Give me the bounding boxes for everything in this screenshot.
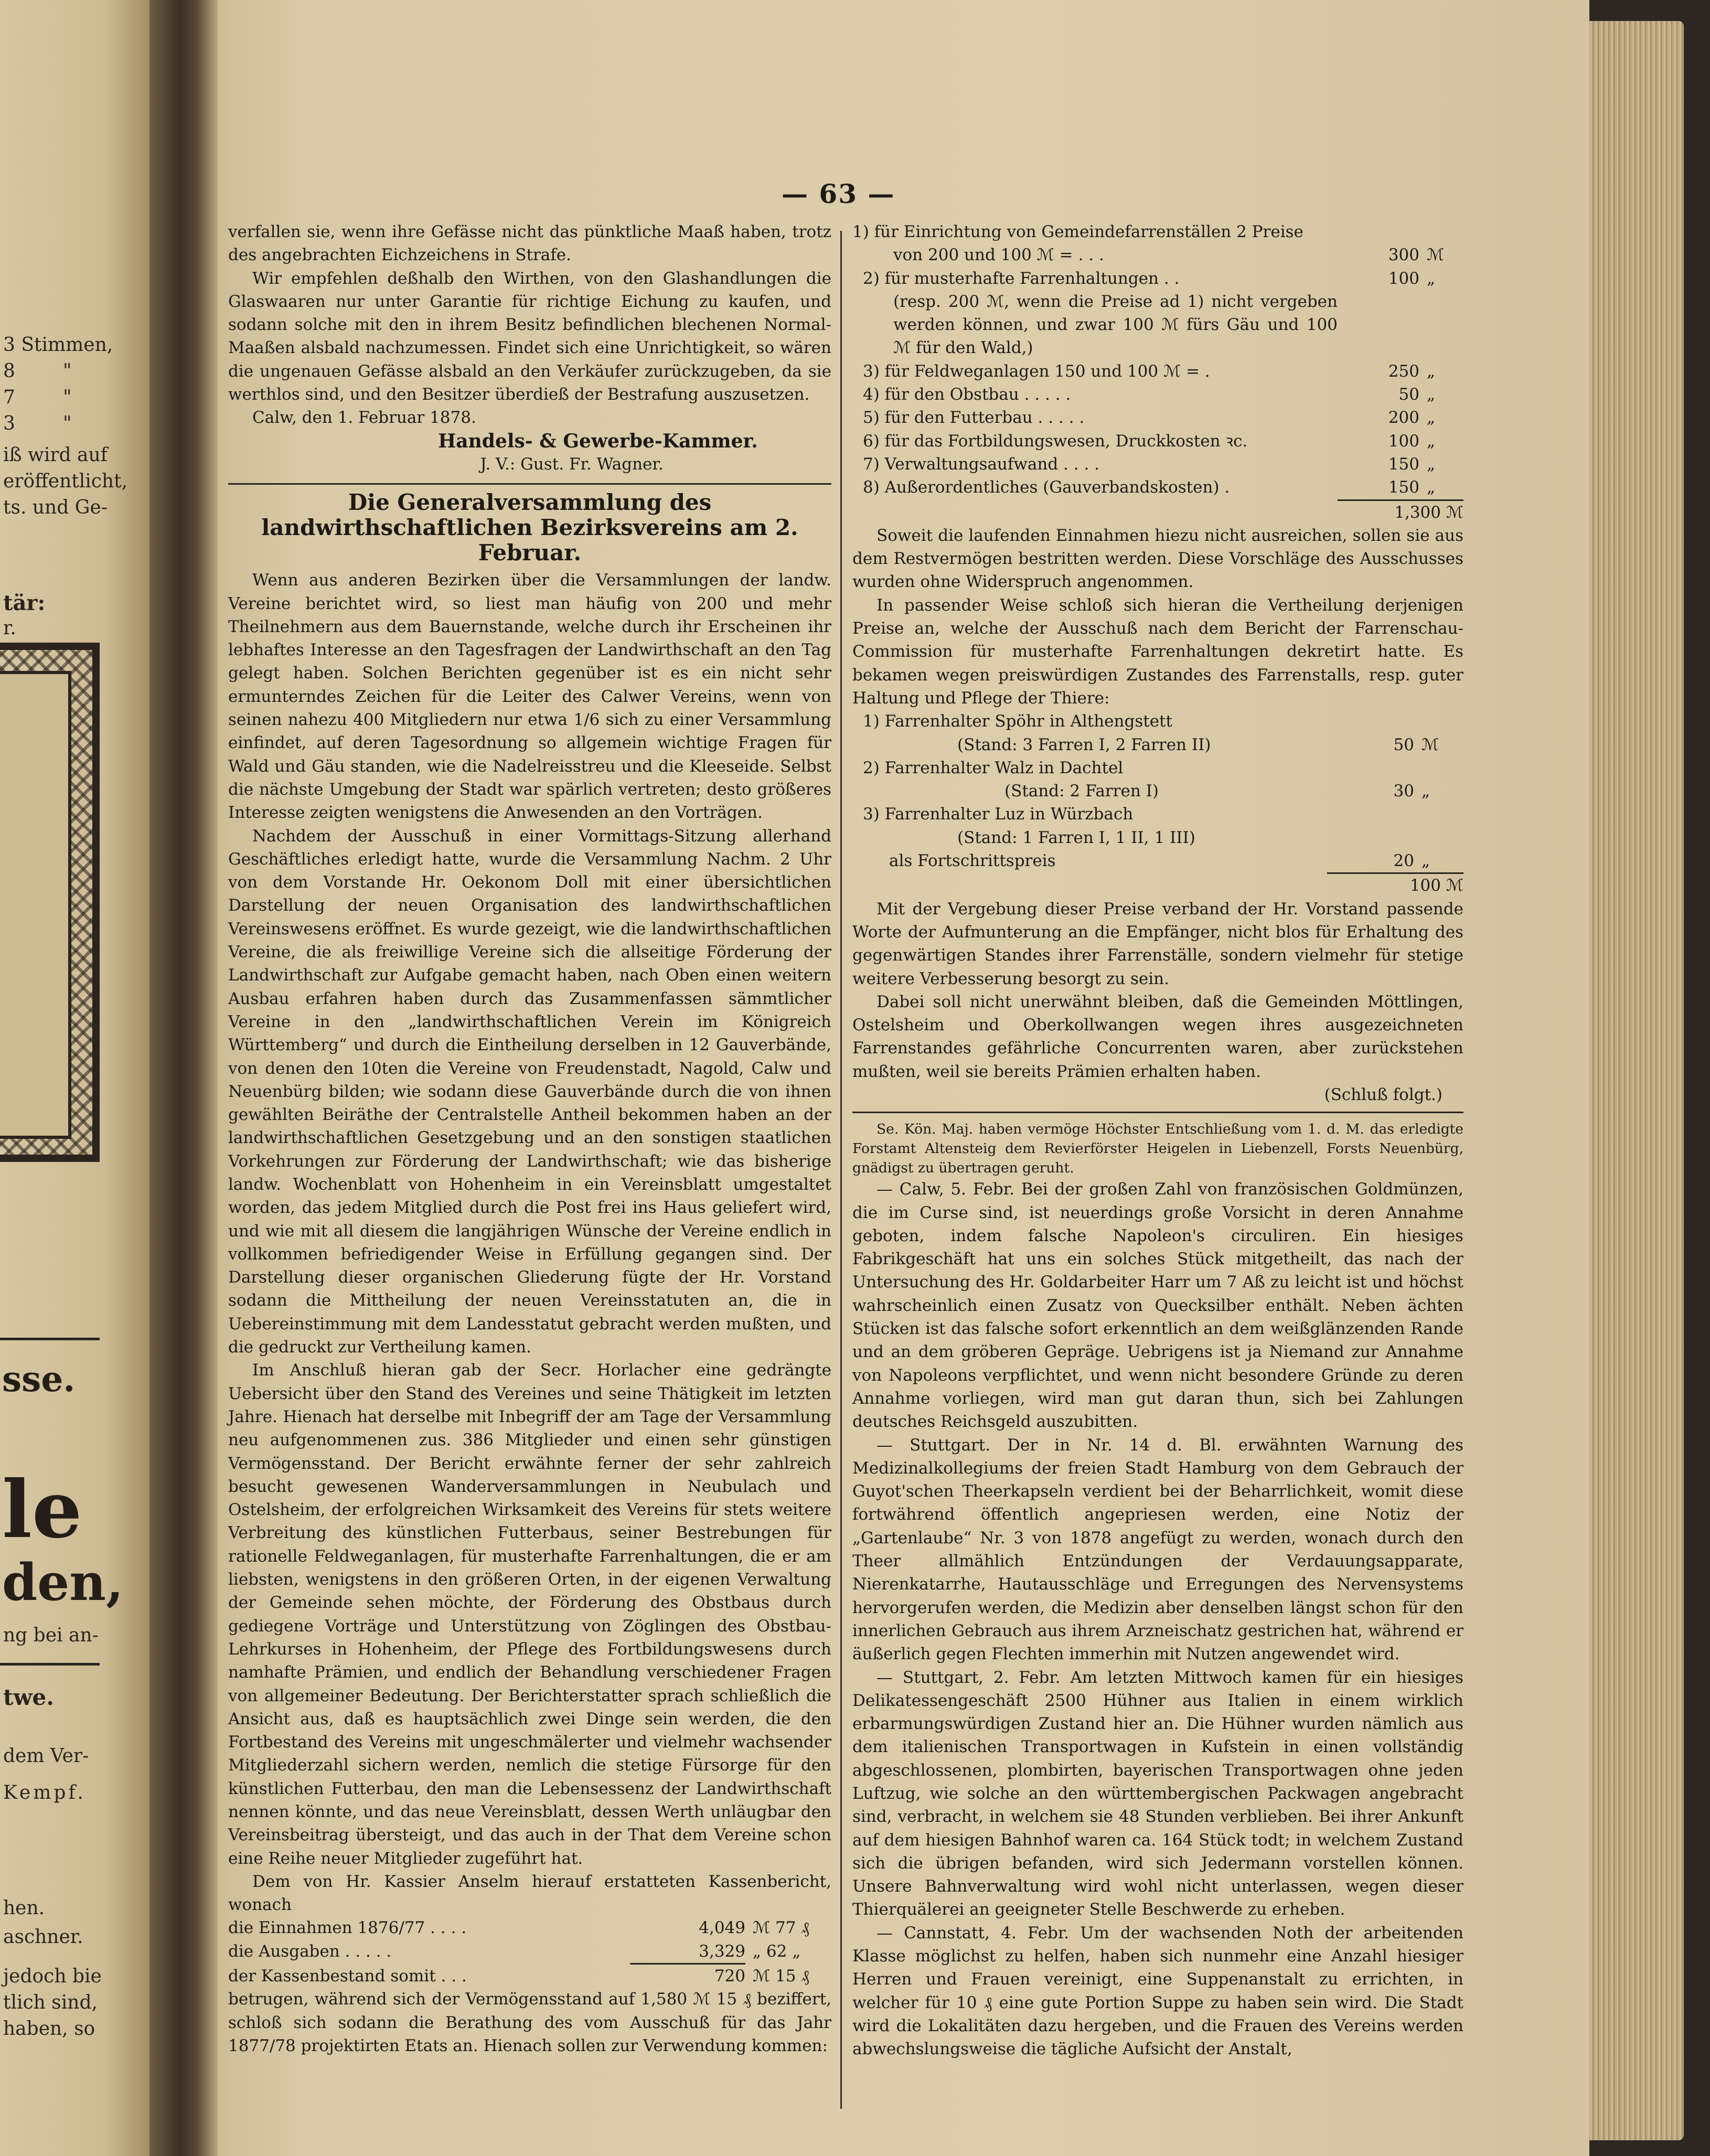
budget-unit: „ [1427, 269, 1436, 288]
quote-mark: " [63, 413, 72, 434]
divider [0, 1338, 100, 1340]
ledger-amount: 4,049 [699, 1918, 745, 1938]
left-page-line: 3 [3, 413, 15, 434]
ledger-amount: 720 [630, 1963, 745, 1988]
winner-row [852, 803, 1463, 826]
budget-row [852, 406, 1463, 429]
news-item: — Calw, 5. Febr. Bei der großen Zahl von französischen Goldmünzen, die im Curse sind, ist neuerdings große Vorsicht in deren Annahme geboten, indem falsche Napoleon's circuliren. Ein hiesiges Fabrikgeschäft hat uns ein solches Stück mitgetheilt, das nach der Untersuchung des Hr. Goldarbeiter Harr um 7 Aß zu leicht ist und höchst wahrscheinlich einen Zusatz von Quecksilber enthält. Neben ächten Stücken ist das falsche sofort erkenntlich an dem weißglänzenden Rande und an dem gröberen Gepräge. Uebrigens ist ja Niemand zur Annahme von Napoleons verpflichtet, und wenn nicht besondere Gründe zu deren Annahme vorliegen, wird man gut daran thun, sich bei Zahlungen deutsches Reichsgeld auszubitten. [852, 1180, 1463, 1432]
ledger-row [228, 1963, 831, 1988]
budget-unit: „ [1427, 408, 1436, 428]
winner-unit: „ [1422, 851, 1430, 871]
paragraph: betrugen, während sich der Vermögensstand auf 1,580 ℳ 15 ₰ beziffert, schloß sich sodann die Berathung des vom Ausschuß für das Jahr 1877/78 projektirten Etats an. Hienach sollen zur Verwendung kommen: [228, 1990, 831, 2055]
winner-extra: als Fortschrittspreis [889, 851, 1056, 871]
ledger-amount: 3,329 [699, 1941, 745, 1961]
budget-unit: „ [1427, 361, 1436, 381]
left-page-line: dem Ver- [3, 1745, 89, 1767]
ledger-unit: ℳ 77 ₰ [753, 1918, 809, 1938]
ornamental-border [0, 643, 100, 1162]
budget-label: 1) für Einrichtung von Gemeindefarrenställen 2 Preise [852, 222, 1303, 241]
ornamental-border-inner [0, 671, 71, 1139]
budget-amount: 150 [1388, 478, 1419, 497]
article-headline: Die Generalversammlung des landwirthschaftlichen Bezirksvereins am 2. Februar. [228, 483, 831, 565]
budget-row [852, 243, 1463, 266]
left-page-line: 7 [3, 387, 15, 408]
left-page-line: jedoch bie [3, 1966, 102, 1987]
budget-row [852, 453, 1463, 476]
budget-unit: ℳ [1427, 246, 1445, 265]
ledger-label: die Einnahmen 1876/77 . . . . [228, 1918, 467, 1938]
budget-row [852, 220, 1463, 243]
budget-unit: „ [1427, 431, 1436, 451]
left-page-line: tlich sind, [3, 1992, 98, 2013]
winner-label: 3) Farrenhalter Luz in Würzbach [863, 805, 1134, 824]
paragraph: Wenn aus anderen Bezirken über die Versammlungen der landw. Vereine berichtet wird, so liest man häufig von 200 und mehr Theilnehmern aus dem Bauernstande, welche durch ihr Erscheinen ihr lebhaftes Interesse an den Tagesfragen der Landwirthschaft an den Tag gelegt haben. Solchen Berichten gegenüber ist es ein nicht sehr ermunterndes Zeichen für die Leiter des Calwer Vereins, wenn von seinen nahezu 400 Mitgliedern nur etwa 1/6 sich zu einer Versammlung einfindet, auf deren Tagesordnung so allgemein wichtige Fragen für Wald und Gäu standen, wie die Nadelreisstreu und die Kleeseide. Selbst die nächste Umgebung der Stadt war spärlich vertreten; desto größeres Interesse zeigten wenigstens die Anwesenden an den Vorträgen. [228, 571, 831, 823]
news-item: — Stuttgart, 2. Febr. Am letzten Mittwoch kamen für ein hiesiges Delikatessengeschäft 2500 Hühner aus Italien in einem wirklich erbarmungswürdigen Zustand hier an. Die Hühner wurden nämlich aus dem italienischen Transportwagen in Kufstein in einen vollständig abgeschlossenen, plombirten, bayerischen Transportwagen ohne jeden Luftzug, wie solche an den württembergischen Packwagen angebracht sind, verbracht, in welchem sie 48 Stunden verblieben. Bei ihrer Ankunft auf dem hiesigen Bahnhof waren ca. 164 Stück todt; in welchem Zustand sich die übrigen befanden, wird sich Jedermann vorstellen können. Unsere Bahnverwaltung wird wohl nicht unterlassen, wegen dieser Thierquälerei an geeigneter Stelle Beschwerde zu erheben. [852, 1668, 1463, 1919]
budget-row [852, 360, 1463, 383]
winner-stand: (Stand: 2 Farren I) [1004, 782, 1159, 801]
news-item: — Cannstatt, 4. Febr. Um der wachsenden Noth der arbeitenden Klasse möglichst zu helfen, haben sich nunmehr eine Anzahl hiesiger Herren und Frauen vereinigt, eine Suppenanstalt zu errichten, in welcher für 10 ₰ eine gute Portion Suppe zu haben sein wird. Die Stadt wird die Lokalitäten dazu hergeben, und die Frauen des Vereins werden abwechslungsweise die tägliche Aufsicht der Anstalt, [852, 1923, 1463, 2059]
budget-row [852, 476, 1463, 499]
left-page-line: ts. und Ge- [3, 497, 108, 518]
winners-total: 100 ℳ [1327, 872, 1463, 897]
budget-row [852, 430, 1463, 453]
budget-label: 5) für den Futterbau . . . . . [863, 408, 1085, 428]
budget-total: 1,300 ℳ [1338, 499, 1463, 524]
budget-label: 8) Außerordentliches (Gauverbandskosten) . [863, 478, 1230, 497]
winner-amount: 50 [1393, 735, 1414, 754]
budget-label: 3) für Feldweganlagen 150 und 100 ℳ = . [863, 361, 1210, 381]
left-page-line: twe. [3, 1684, 54, 1710]
left-page-line: haben, so [3, 2018, 95, 2040]
paragraph: Mit der Vergebung dieser Preise verband der Hr. Vorstand passende Worte der Aufmunterung an die Empfänger, nicht blos für Erhaltung des gegenwärtigen Standes ihrer Farrenställe, sondern vielmehr für stetige weitere Verbesserung besorgt zu sein. [852, 899, 1463, 988]
paragraph: Soweit die laufenden Einnahmen hiezu nicht ausreichen, sollen sie aus dem Restvermögen bestritten werden. Diese Vorschläge des Ausschusses wurden ohne Widerspruch angenommen. [852, 526, 1463, 592]
budget-row [852, 267, 1463, 290]
budget-unit: „ [1427, 478, 1436, 497]
ledger-unit: ℳ 15 ₰ [753, 1967, 809, 1986]
winner-stand: (Stand: 3 Farren I, 2 Farren II) [957, 735, 1211, 754]
budget-amount: 200 [1388, 408, 1419, 428]
left-page-line: aschner. [3, 1926, 83, 1948]
prize-winners-list [852, 710, 1463, 897]
left-page-line: 3 Stimmen, [3, 334, 113, 356]
budget-amount: 300 [1388, 246, 1419, 265]
page-number: — 63 — [782, 178, 895, 209]
ledger-row [228, 1916, 831, 1939]
budget-label: 4) für den Obstbau . . . . . [863, 385, 1071, 404]
right-column [852, 220, 1463, 2061]
left-page-fragment [0, 0, 149, 2156]
winner-row [852, 826, 1463, 849]
left-page-line: hen. [3, 1897, 45, 1919]
budget-amount: 100 [1388, 269, 1419, 288]
winner-stand: (Stand: 1 Farren I, 1 II, 1 III) [957, 828, 1195, 847]
quote-mark: " [63, 387, 72, 408]
left-page-line: 8 [3, 360, 15, 382]
left-page-line: eröffentlicht, [3, 471, 128, 492]
to-be-continued: (Schluß folgt.) [1324, 1085, 1442, 1104]
budget-amount: 50 [1398, 385, 1419, 404]
budget-total-row [852, 499, 1463, 524]
divider [852, 1112, 1463, 1113]
winner-label: 2) Farrenhalter Walz in Dachtel [863, 758, 1124, 777]
budget-amount: 250 [1388, 361, 1419, 381]
budget-unit: „ [1427, 385, 1436, 404]
budget-unit: „ [1427, 454, 1436, 474]
budget-note: (resp. 200 ℳ, wenn die Preise ad 1) nicht vergeben werden können, und zwar 100 ℳ fürs Gäu und 100 ℳ für den Wald,) [893, 292, 1338, 358]
winner-label: 1) Farrenhalter Spöhr in Althengstett [863, 712, 1172, 731]
ledger-unit: „ 62 „ [753, 1941, 801, 1961]
left-page-line: tär: [3, 591, 46, 615]
winner-row [852, 710, 1463, 733]
paragraph: Wir empfehlen deßhalb den Wirthen, von den Glashandlungen die Glaswaaren nur unter Garantie für richtige Eichung zu kaufen, und sodann solche mit den in ihrem Besitz befindlichen blechenen Normal-Maaßen alsbald nachzumessen. Findet sich eine Unrichtigkeit, so wären die ungenauen Gefässe alsbald an den Verkäufer zurückzugeben, da sie werthlos sind, und den Besitzer überdieß der Bestrafung auszusetzen. [228, 269, 831, 404]
paragraph: Im Anschluß hieran gab der Secr. Horlacher eine gedrängte Uebersicht über den Stand des Vereines und seine Thätigkeit im letzten Jahre. Hienach hat derselbe mit Inbegriff der am Tage der Versammlung neu aufgenommenen zus. 386 Mitglieder und einen sehr günstigen Vermögensstand. Der Bericht erwähnte ferner der sehr zahlreich besucht gewesenen Wanderversammlungen in Neubulach und Ostelsheim, der erfolgreichen Wirksamkeit des Vereins für stets weitere Verbreitung des künstlichen Futterbaus, seiner Bestrebungen für rationelle Feldweganlagen, für musterhafte Farrenhaltungen, die er am liebsten, wenigstens in den größeren Orten, in der eigenen Verwaltung der Gemeinde sehen möchte, der Förderung des Obstbaus durch gediegene Vorträge und Unterstützung von Zöglingen des Obstbau-Lehrkurses in Hohenheim, der Pflege des Fortbildungswesens durch namhafte Prämien, und endlich der Behandlung verschiedener Fragen von allgemeiner Bedeutung. Der Berichterstatter sprach schließlich die Ansicht aus, daß es hauptsächlich zwei Dinge sein werden, die den Fortbestand des Vereins mit ungeschmälerter und vielmehr wachsender Mitgliederzahl sichern werden, nemlich die stetige Fürsorge für den künstlichen Futterbau, den man die Lebensessenz der Landwirthschaft nennen könnte, und das neue Vereinsblatt, dessen Werth unläugbar den Vereinsbeitrag übersteigt, und das auch in der That dem Vereine schon eine Reihe neuer Mitglieder zugeführt hat. [228, 1361, 831, 1868]
left-column [228, 220, 831, 2057]
divider [0, 1663, 100, 1666]
page-edges [1589, 21, 1684, 2140]
ledger-row [228, 1940, 831, 1963]
left-page-line: ng bei an- [3, 1625, 99, 1646]
official-notice: Se. Kön. Maj. haben vermöge Höchster Entschließung vom 1. d. M. das erledigte Forstamt Altensteig dem Revierförster Heigelen in Liebenzell, Forsts Neuenbürg, gnädigst zu übertragen geruht. [852, 1121, 1463, 1177]
left-page-line: iß wird auf [3, 444, 108, 466]
budget-row [852, 383, 1463, 406]
budget-continuation: von 200 und 100 ℳ = . . . [893, 246, 1104, 265]
left-page-heading: sse. [2, 1359, 76, 1400]
winner-unit: ℳ [1422, 735, 1439, 754]
winner-row [852, 733, 1463, 756]
book-spine [149, 0, 218, 2156]
column-divider [840, 231, 842, 2109]
ledger-label: die Ausgaben . . . . . [228, 1941, 392, 1961]
paragraph: Dabei soll nicht unerwähnt bleiben, daß die Gemeinden Möttlingen, Ostelsheim und Oberkollwangen wegen ihres ausgezeichneten Farrenstandes gefährliche Concurrenten waren, aber zurückstehen mußten, weil sie bereits Prämien erhalten haben. [852, 992, 1463, 1081]
winner-row [852, 849, 1463, 872]
budget-label: 6) für das Fortbildungswesen, Druckkosten ꝛc. [863, 431, 1248, 451]
winner-row [852, 780, 1463, 803]
winner-amount: 20 [1393, 851, 1414, 871]
budget-label: 7) Verwaltungsaufwand . . . . [863, 454, 1100, 474]
budget-amount: 150 [1388, 454, 1419, 474]
dateline: Calw, den 1. Februar 1878. [252, 408, 476, 428]
paragraph: Dem von Hr. Kassier Anselm hierauf erstatteten Kassenbericht, wonach [228, 1872, 831, 1915]
paragraph: Nachdem der Ausschuß in einer Vormittags-Sitzung allerhand Geschäftliches erledigt hatte, wurde die Versammlung Nachm. 2 Uhr von dem Vorstande Hr. Oekonom Doll mit einer übersichtlichen Darstellung der neuen Organisation des landwirthschaftlichen Vereinswesens eröffnet. Es wurde gezeigt, wie die landwirthschaftlichen Vereine, die als freiwillige Vereine sich die allseitige Förderung der Landwirthschaft zur Aufgabe gemacht haben, nach Oben einen weitern Ausbau erfahren haben durch das Zusammenfassen sämmtlicher Vereine in den „landwirthschaftlichen Verein im Königreich Württemberg“ und durch die Eintheilung derselben in 12 Gauverbände, von denen den 10ten die Vereine von Freudenstadt, Nagold, Calw und Neuenbürg bilden; wie sodann diese Gauverbände durch die von ihnen gewählten Beiräthe der Centralstelle Antheil bekommen haben an der landwirthschaftlichen Gesetzgebung und an den sonstigen staatlichen Vorkehrungen zur Förderung der Landwirthschaft; wie das bisherige landw. Wochenblatt von Hohenheim in ein Vereinsblatt umgestaltet worden, das jedem Mitglied durch die Post frei ins Haus geliefert wird, und wie mit all diesem die langjährigen Wünsche der Vereine endlich in vollkommen befriedigender Weise in Erfüllung gegangen sind. Der Darstellung dieser organischen Gliederung fügte der Hr. Vorstand sodann die Mittheilung der neuen Vereinsstatuten an, die in Uebereinstimmung mit dem Landesstatut gebracht werden mußten, und die gedruckt zur Vertheilung kamen. [228, 826, 831, 1357]
paragraph: verfallen sie, wenn ihre Gefässe nicht das pünktliche Maaß haben, trotz des angebrachten Eichzeichens in Strafe. [228, 222, 831, 265]
left-page-line: Kempf. [3, 1782, 86, 1803]
winner-row [852, 756, 1463, 780]
cash-ledger [228, 1916, 831, 1988]
news-item: — Stuttgart. Der in Nr. 14 d. Bl. erwähnten Warnung des Medizinalkollegiums der freien Stadt Hamburg von dem Gebrauch der Guyot'schen Theerkapseln verdient bei der Beharrlichkeit, womit diese fortwährend öffentlich angepriesen werden, eine Notiz der „Gartenlaube“ Nr. 3 von 1878 angefügt zu werden, wonach durch den Theer allmählich Entzündungen der Verdauungsapparate, Nierenkatarrhe, Hautausschläge und Erregungen des Nervensystems hervorgerufen werden, die Medizin aber denselben längst schon für den innerlichen Gebrauch aus ihrem Arzneischatz gestrichen hat, während er äußerlich gegen Flechten immerhin mit Nutzen angewendet wird. [852, 1435, 1463, 1664]
budget-label: 2) für musterhafte Farrenhaltungen . . [863, 269, 1180, 288]
signature-name: J. V.: Gust. Fr. Wagner. [480, 454, 664, 474]
left-page-heading: le [2, 1464, 82, 1556]
budget-list [852, 220, 1463, 524]
winner-amount: 30 [1393, 782, 1414, 801]
budget-amount: 100 [1388, 431, 1419, 451]
paragraph: In passender Weise schloß sich hieran die Vertheilung derjenigen Preise an, welche der Ausschuß nach dem Bericht der Farrenschau-Commission für musterhafte Farrenhaltungen dekretirt hatte. Es bekamen wegen preiswürdigen Zustandes des Farrenstalls, resp. guter Haltung und Pflege der Thiere: [852, 595, 1463, 708]
winner-unit: „ [1422, 782, 1430, 801]
ledger-label: der Kassenbestand somit . . . [228, 1967, 467, 1986]
quote-mark: " [63, 360, 72, 382]
signature-organization: Handels- & Gewerbe-Kammer. [438, 430, 758, 452]
left-page-heading: den, [2, 1553, 124, 1612]
left-page-line: r. [3, 617, 16, 639]
winners-total-row [852, 872, 1463, 897]
